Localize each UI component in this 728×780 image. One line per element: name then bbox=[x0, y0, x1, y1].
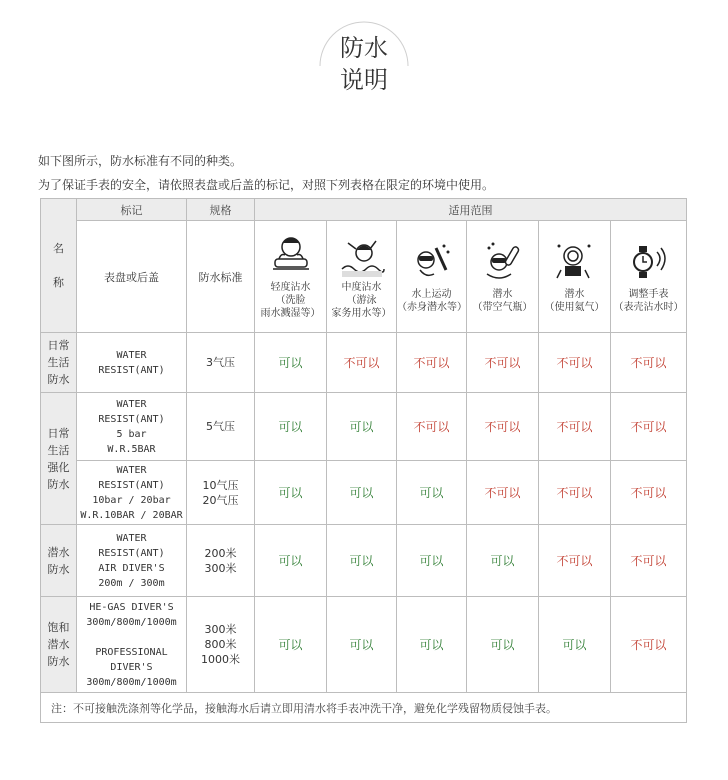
usage-column-5 bbox=[539, 221, 611, 333]
not-allowed-cell: 不可以 bbox=[611, 525, 687, 597]
not-allowed-cell: 不可以 bbox=[611, 333, 687, 393]
mark-cell: WATER RESIST(ANT) 10bar / 20bar W.R.10BAR / 20BAR bbox=[77, 461, 187, 525]
not-allowed-cell: 不可以 bbox=[539, 461, 611, 525]
not-allowed-cell: 不可以 bbox=[611, 461, 687, 525]
page-title bbox=[314, 32, 414, 96]
usage-column-4 bbox=[467, 221, 539, 333]
not-allowed-cell: 不可以 bbox=[397, 333, 467, 393]
mark-cell: WATER RESIST(ANT) 5 bar W.R.5BAR bbox=[77, 393, 187, 461]
spec-cell: 200米 300米 bbox=[187, 525, 255, 597]
usage-column-1 bbox=[255, 221, 327, 333]
page-title-line2: 说明 bbox=[340, 66, 388, 94]
allowed-cell: 可以 bbox=[255, 597, 327, 693]
spec-cell: 5气压 bbox=[187, 393, 255, 461]
not-allowed-cell: 不可以 bbox=[611, 597, 687, 693]
usage-label: 潜水 （使用氦气） bbox=[544, 288, 605, 313]
usage-label: 调整手表 （表壳沾水时） bbox=[613, 288, 684, 313]
not-allowed-cell: 不可以 bbox=[467, 393, 539, 461]
usage-column-3 bbox=[397, 221, 467, 333]
allowed-cell: 可以 bbox=[255, 461, 327, 525]
not-allowed-cell: 不可以 bbox=[539, 393, 611, 461]
allowed-cell: 可以 bbox=[255, 393, 327, 461]
page-title-line1: 防水 bbox=[340, 34, 388, 62]
mark-cell: WATER RESIST(ANT) AIR DIVER'S 200m / 300m bbox=[77, 525, 187, 597]
spec-cell: 3气压 bbox=[187, 333, 255, 393]
usage-header: 适用范围 bbox=[255, 199, 687, 221]
usage-column-6 bbox=[611, 221, 687, 333]
intro-line-2: 为了保证手表的安全，请依照表盘或后盖的标记，对照下列表格在限定的环境中使用。 bbox=[38, 178, 495, 192]
allowed-cell: 可以 bbox=[397, 525, 467, 597]
not-allowed-cell: 不可以 bbox=[327, 333, 397, 393]
allowed-cell: 可以 bbox=[327, 525, 397, 597]
not-allowed-cell: 不可以 bbox=[539, 333, 611, 393]
spec-cell: 300米 800米 1000米 bbox=[187, 597, 255, 693]
usage-column-2 bbox=[327, 221, 397, 333]
table-row bbox=[41, 333, 687, 393]
mark-cell: WATER RESIST(ANT) bbox=[77, 333, 187, 393]
water-resistance-table bbox=[40, 198, 687, 723]
swimming-icon bbox=[338, 233, 386, 277]
table-row bbox=[41, 393, 687, 461]
allowed-cell: 可以 bbox=[327, 597, 397, 693]
spec-header: 规格 bbox=[187, 199, 255, 221]
allowed-cell: 可以 bbox=[327, 393, 397, 461]
table-row bbox=[41, 461, 687, 525]
mark-header: 标记 bbox=[77, 199, 187, 221]
mark-cell: HE-GAS DIVER'S 300m/800m/1000m PROFESSIONAL DIVER'S 300m/800m/1000m bbox=[77, 597, 187, 693]
mark-subheader: 表盘或后盖 bbox=[77, 221, 187, 333]
category-cell: 饱和 潜水 防水 bbox=[41, 597, 77, 693]
allowed-cell: 可以 bbox=[539, 597, 611, 693]
allowed-cell: 可以 bbox=[467, 597, 539, 693]
not-allowed-cell: 不可以 bbox=[611, 393, 687, 461]
allowed-cell: 可以 bbox=[255, 333, 327, 393]
allowed-cell: 可以 bbox=[327, 461, 397, 525]
usage-label: 水上运动 （赤身潜水等） bbox=[397, 288, 467, 313]
watch-crown-icon bbox=[625, 240, 673, 284]
not-allowed-cell: 不可以 bbox=[397, 393, 467, 461]
skin-diving-icon bbox=[408, 240, 456, 284]
not-allowed-cell: 不可以 bbox=[467, 461, 539, 525]
scuba-diving-icon bbox=[479, 240, 527, 284]
spec-subheader: 防水标准 bbox=[187, 221, 255, 333]
face-washing-icon bbox=[267, 233, 315, 277]
category-cell: 潜水 防水 bbox=[41, 525, 77, 597]
helium-diving-icon bbox=[551, 240, 599, 284]
table-row bbox=[41, 597, 687, 693]
table-note: 注：不可接触洗涤剂等化学品，接触海水后请立即用清水将手表冲洗干净，避免化学残留物质侵蚀手表。 bbox=[41, 693, 687, 723]
spec-cell: 10气压 20气压 bbox=[187, 461, 255, 525]
allowed-cell: 可以 bbox=[467, 525, 539, 597]
name-header-cell bbox=[41, 199, 77, 333]
usage-label: 中度沾水 （游泳 家务用水等） bbox=[331, 282, 392, 319]
table-row bbox=[41, 525, 687, 597]
category-cell: 日常 生活 防水 bbox=[41, 333, 77, 393]
usage-label: 轻度沾水 （洗脸 雨水溅湿等） bbox=[260, 282, 321, 319]
usage-label: 潜水 （带空气瓶） bbox=[472, 288, 533, 313]
category-cell: 日常 生活 强化 防水 bbox=[41, 393, 77, 525]
allowed-cell: 可以 bbox=[397, 597, 467, 693]
not-allowed-cell: 不可以 bbox=[467, 333, 539, 393]
intro-line-1: 如下图所示，防水标准有不同的种类。 bbox=[38, 154, 243, 168]
allowed-cell: 可以 bbox=[397, 461, 467, 525]
not-allowed-cell: 不可以 bbox=[539, 525, 611, 597]
allowed-cell: 可以 bbox=[255, 525, 327, 597]
name-label: 名 称 bbox=[53, 242, 64, 289]
page-title-block bbox=[314, 8, 414, 108]
